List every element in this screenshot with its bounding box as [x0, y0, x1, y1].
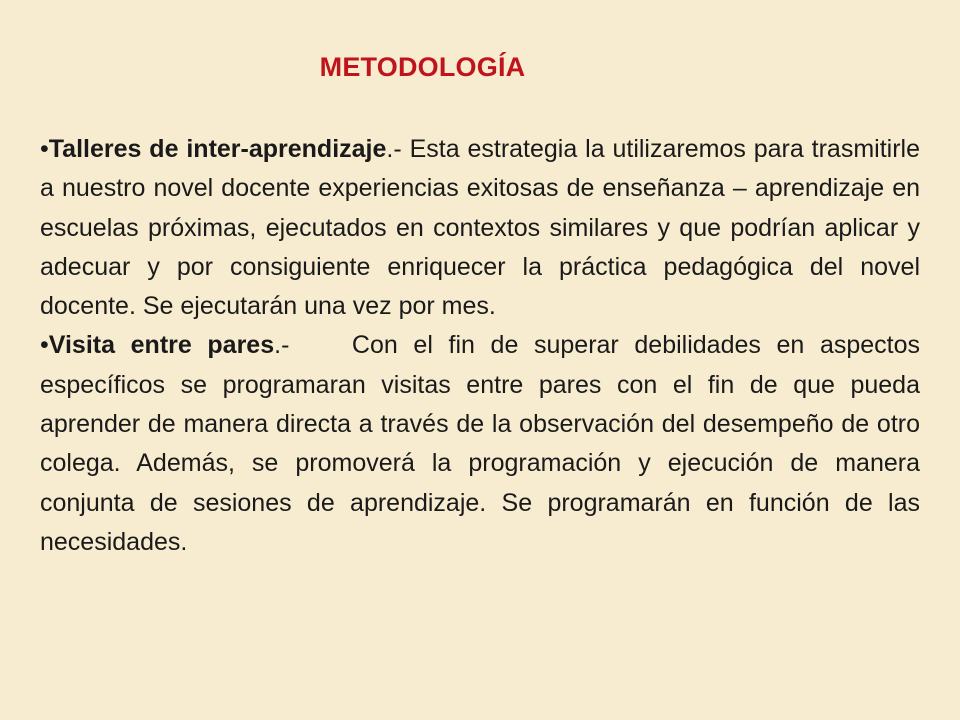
bullet-separator: .-: [386, 135, 402, 163]
bullet-text: Esta estrategia la utilizaremos para trasmitirle a nuestro novel docente experiencias exitosas de enseñanza – aprendizaje en escuelas próximas, ejecutados en contextos similares y que podrían aplicar y adecuar y por consiguiente enriquecer la práctica pedagógica del novel docente. Se ejecutarán una vez por mes.: [40, 135, 920, 321]
bullet-text: Con el fin de superar debilidades en aspectos específicos se programaran visitas entre pares con el fin de que pueda aprender de manera directa a través de la observación del desempeño de otro colega. Además, se promoverá la programación y ejecución de manera conjunta de sesiones de aprendizaje. Se programarán en función de las necesidades.: [40, 331, 927, 556]
slide-title: METODOLOGÍA: [319, 52, 526, 82]
bullet-item-visita: [40, 326, 927, 562]
bullet-marker: •: [40, 331, 49, 360]
slide-body: [40, 130, 927, 562]
bullet-marker: •: [40, 135, 49, 163]
bullet-term: Visita entre pares: [48, 331, 275, 360]
bullet-term: Talleres de inter-aprendizaje: [48, 135, 387, 163]
bullet-item-talleres: [40, 130, 920, 326]
bullet-separator: .-: [274, 331, 290, 360]
